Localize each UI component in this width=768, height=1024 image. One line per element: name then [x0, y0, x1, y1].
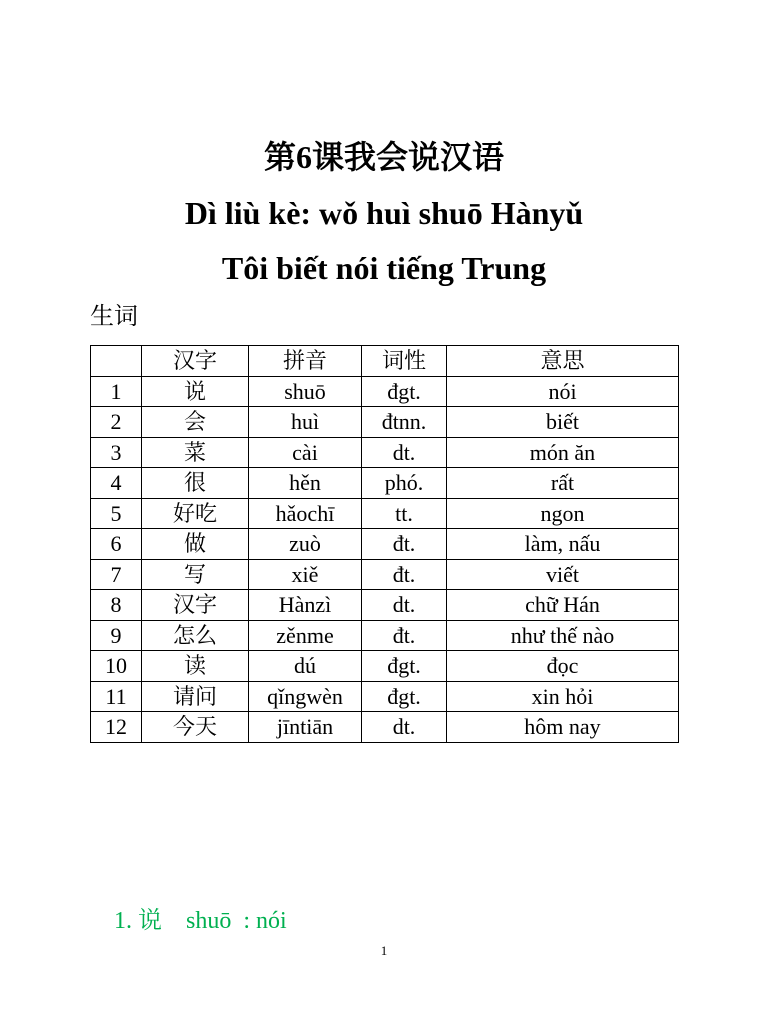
- cell-meaning: viết: [447, 559, 679, 590]
- cell-hanzi: 说: [142, 376, 249, 407]
- vocabulary-table-body: [91, 376, 679, 742]
- cell-pinyin: jīntiān: [249, 712, 362, 743]
- cell-meaning: làm, nấu: [447, 529, 679, 560]
- cell-number: 7: [91, 559, 142, 590]
- cell-pinyin: xiě: [249, 559, 362, 590]
- word-heading-number: 1.: [114, 908, 132, 934]
- cell-meaning: như thế nào: [447, 620, 679, 651]
- cell-meaning: hôm nay: [447, 712, 679, 743]
- table-row: [91, 437, 679, 468]
- table-row: [91, 407, 679, 438]
- cell-part-of-speech: đt.: [362, 559, 447, 590]
- cell-number: 11: [91, 681, 142, 712]
- cell-pinyin: qǐngwèn: [249, 681, 362, 712]
- cell-number: 1: [91, 376, 142, 407]
- cell-hanzi: 会: [142, 407, 249, 438]
- cell-part-of-speech: phó.: [362, 468, 447, 499]
- cell-pinyin: huì: [249, 407, 362, 438]
- cell-part-of-speech: đt.: [362, 620, 447, 651]
- cell-part-of-speech: đtnn.: [362, 407, 447, 438]
- cell-number: 12: [91, 712, 142, 743]
- section-label-vocabulary: 生词: [90, 304, 138, 330]
- cell-meaning: đọc: [447, 651, 679, 682]
- table-row: [91, 529, 679, 560]
- cell-hanzi: 菜: [142, 437, 249, 468]
- cell-meaning: biết: [447, 407, 679, 438]
- cell-hanzi: 做: [142, 529, 249, 560]
- table-row: [91, 590, 679, 621]
- table-header-row: [91, 346, 679, 377]
- word-heading-pinyin: shuō: [186, 908, 232, 934]
- cell-hanzi: 很: [142, 468, 249, 499]
- cell-hanzi: 汉字: [142, 590, 249, 621]
- header-cell-hanzi: 汉字: [142, 346, 249, 377]
- word-heading-meaning: nói: [256, 908, 287, 934]
- cell-pinyin: shuō: [249, 376, 362, 407]
- table-row: [91, 681, 679, 712]
- cell-part-of-speech: đt.: [362, 529, 447, 560]
- cell-hanzi: 写: [142, 559, 249, 590]
- cell-hanzi: 好吃: [142, 498, 249, 529]
- word-heading-separator: :: [243, 908, 251, 934]
- cell-pinyin: zěnme: [249, 620, 362, 651]
- cell-pinyin: zuò: [249, 529, 362, 560]
- table-row: [91, 498, 679, 529]
- table-row: [91, 651, 679, 682]
- cell-part-of-speech: đgt.: [362, 651, 447, 682]
- cell-number: 3: [91, 437, 142, 468]
- table-row: [91, 559, 679, 590]
- cell-number: 4: [91, 468, 142, 499]
- cell-meaning: nói: [447, 376, 679, 407]
- header-cell-part-of-speech: 词性: [362, 346, 447, 377]
- cell-hanzi: 读: [142, 651, 249, 682]
- header-cell-number: [91, 346, 142, 377]
- cell-pinyin: cài: [249, 437, 362, 468]
- cell-meaning: ngon: [447, 498, 679, 529]
- cell-meaning: chữ Hán: [447, 590, 679, 621]
- cell-number: 2: [91, 407, 142, 438]
- cell-number: 5: [91, 498, 142, 529]
- cell-part-of-speech: đgt.: [362, 681, 447, 712]
- cell-pinyin: hǎochī: [249, 498, 362, 529]
- cell-pinyin: dú: [249, 651, 362, 682]
- page-number: 1: [380, 943, 388, 958]
- cell-hanzi: 请问: [142, 681, 249, 712]
- table-row: [91, 468, 679, 499]
- cell-part-of-speech: dt.: [362, 712, 447, 743]
- table-row: [91, 376, 679, 407]
- lesson-title-chinese: 第6课我会说汉语: [263, 139, 504, 175]
- header-cell-meaning: 意思: [447, 346, 679, 377]
- lesson-title-pinyin: Dì liù kè: wǒ huì shuō Hànyǔ: [184, 195, 584, 231]
- table-row: [91, 712, 679, 743]
- cell-meaning: xin hỏi: [447, 681, 679, 712]
- header-cell-pinyin: 拼音: [249, 346, 362, 377]
- word-heading-hanzi: 说: [138, 908, 162, 934]
- cell-part-of-speech: tt.: [362, 498, 447, 529]
- cell-number: 8: [91, 590, 142, 621]
- lesson-title-vietnamese: Tôi biết nói tiếng Trung: [221, 250, 547, 286]
- cell-part-of-speech: dt.: [362, 590, 447, 621]
- cell-number: 6: [91, 529, 142, 560]
- cell-hanzi: 怎么: [142, 620, 249, 651]
- cell-pinyin: Hànzì: [249, 590, 362, 621]
- cell-meaning: món ăn: [447, 437, 679, 468]
- cell-hanzi: 今天: [142, 712, 249, 743]
- cell-pinyin: hěn: [249, 468, 362, 499]
- cell-part-of-speech: đgt.: [362, 376, 447, 407]
- cell-number: 10: [91, 651, 142, 682]
- cell-number: 9: [91, 620, 142, 651]
- cell-meaning: rất: [447, 468, 679, 499]
- cell-part-of-speech: dt.: [362, 437, 447, 468]
- vocabulary-table: [90, 345, 679, 743]
- table-row: [91, 620, 679, 651]
